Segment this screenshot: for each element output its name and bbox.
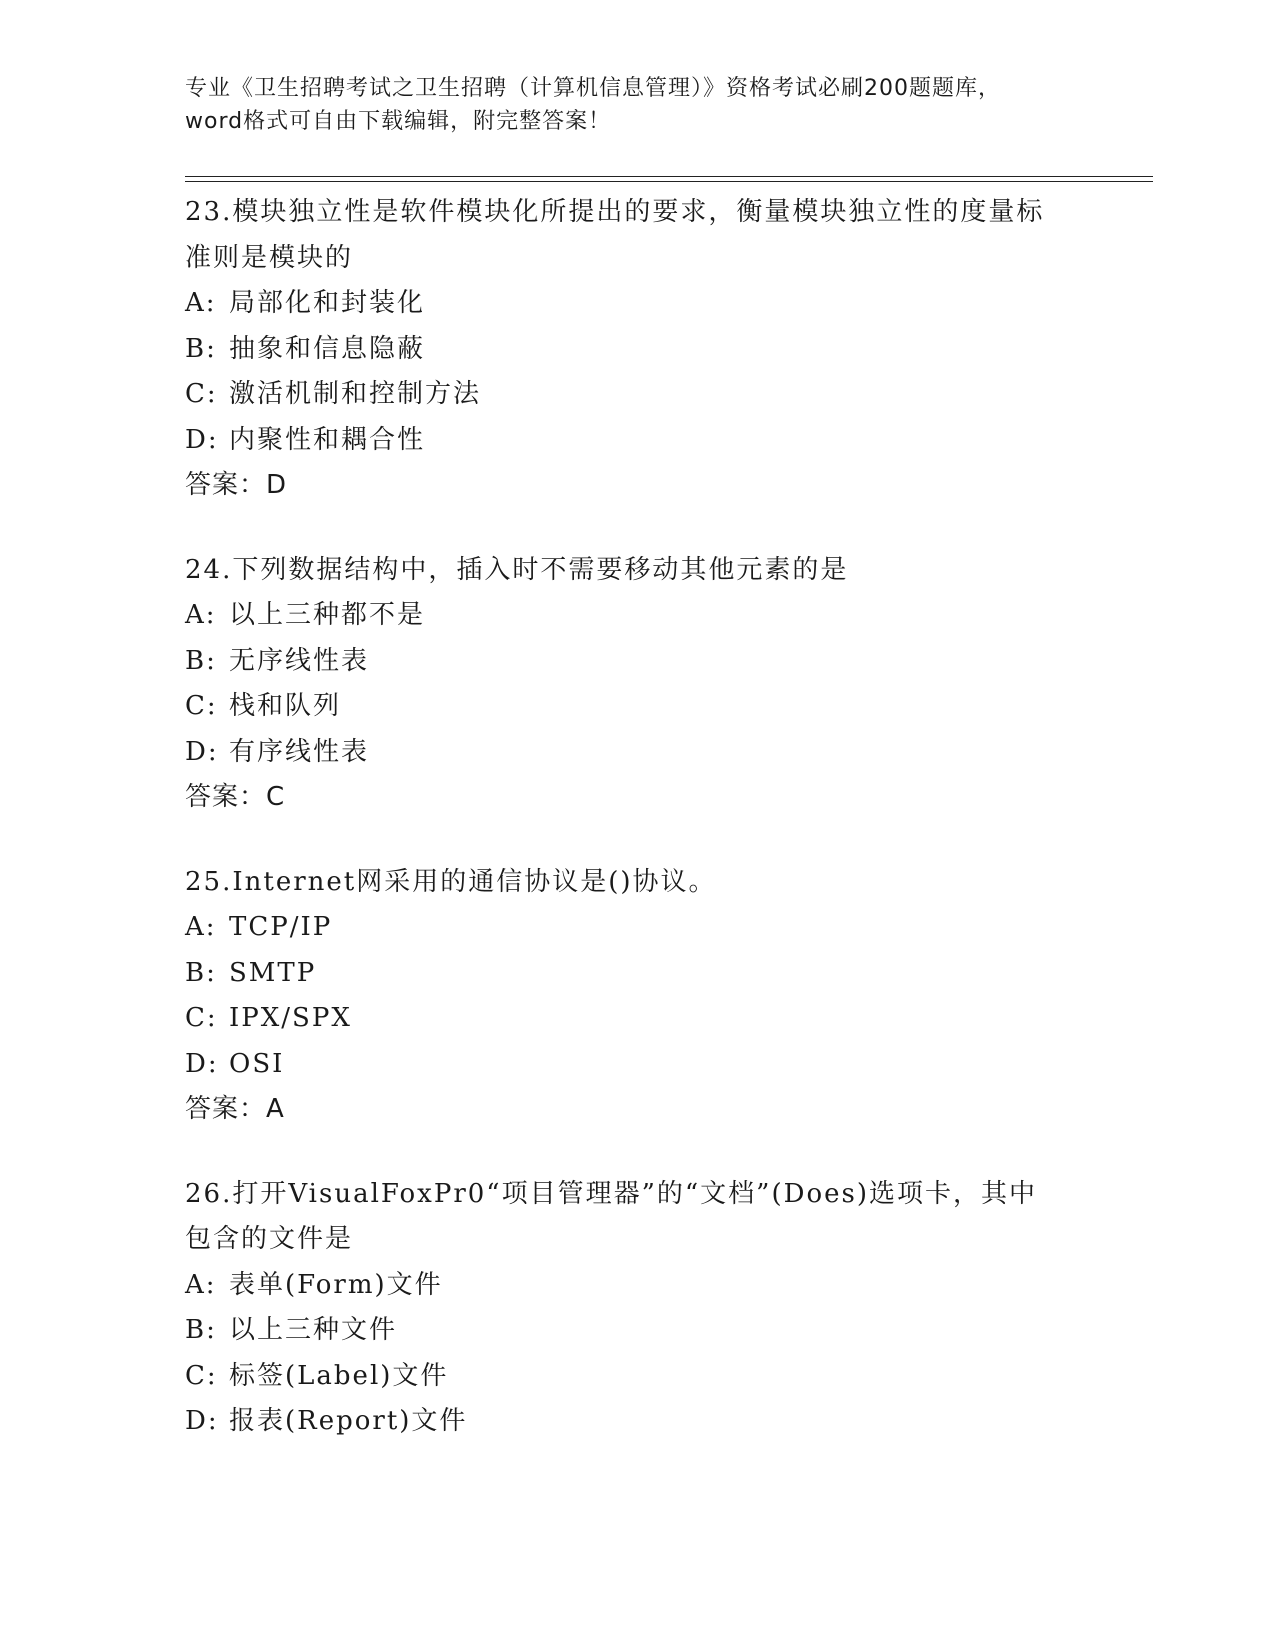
option-text: 有序线性表 xyxy=(229,736,370,767)
option-label: D: xyxy=(185,1406,219,1436)
option-b xyxy=(185,1308,1085,1354)
header-divider-bottom xyxy=(185,181,1153,182)
option-text: 标签(Label)文件 xyxy=(229,1360,449,1391)
option-a xyxy=(185,905,1085,951)
answer-line: 答案：A xyxy=(185,1094,285,1124)
answer-line: 答案：C xyxy=(185,782,286,812)
question-list xyxy=(185,190,1085,1484)
option-text: 局部化和封装化 xyxy=(229,288,426,318)
option-label: A: xyxy=(185,600,217,630)
question-stem-line: 25.Internet网采用的通信协议是()协议。 xyxy=(185,866,717,897)
question-stem-line: 准则是模块的 xyxy=(185,242,354,273)
option-label: A: xyxy=(185,912,217,942)
option-text: TCP/IP xyxy=(229,912,333,942)
option-d xyxy=(185,1399,1085,1445)
option-label: A: xyxy=(185,288,217,318)
option-label: B: xyxy=(185,1315,217,1345)
option-text: SMTP xyxy=(229,957,317,988)
header-line-1: 专业《卫生招聘考试之卫生招聘（计算机信息管理）》资格考试必刷200题题库， xyxy=(185,76,1001,101)
option-text: 激活机制和控制方法 xyxy=(229,379,482,409)
option-c xyxy=(185,684,1085,730)
option-text: OSI xyxy=(229,1048,285,1079)
question-stem-line: 24.下列数据结构中，插入时不需要移动其他元素的是 xyxy=(185,554,849,585)
option-a xyxy=(185,281,1085,327)
question-26 xyxy=(185,1172,1085,1445)
option-label: D: xyxy=(185,1048,219,1079)
option-b xyxy=(185,639,1085,685)
option-text: 报表(Report)文件 xyxy=(229,1406,468,1436)
question-23 xyxy=(185,190,1085,509)
option-text: 栈和队列 xyxy=(229,691,342,721)
option-text: 内聚性和耦合性 xyxy=(229,424,426,455)
option-label: C: xyxy=(185,691,218,721)
option-label: D: xyxy=(185,736,219,767)
question-24 xyxy=(185,548,1085,821)
option-label: B: xyxy=(185,957,217,988)
option-c xyxy=(185,996,1085,1042)
option-a xyxy=(185,593,1085,639)
option-text: IPX/SPX xyxy=(229,1003,352,1033)
option-c xyxy=(185,372,1085,418)
option-label: C: xyxy=(185,1003,218,1033)
document-header xyxy=(185,72,1085,138)
option-label: B: xyxy=(185,333,217,364)
option-b xyxy=(185,951,1085,997)
question-stem-line: 23.模块独立性是软件模块化所提出的要求，衡量模块独立性的度量标 xyxy=(185,197,1045,227)
option-text: 以上三种文件 xyxy=(229,1315,398,1345)
option-d xyxy=(185,730,1085,776)
option-text: 无序线性表 xyxy=(229,645,370,676)
header-line-2: word格式可自由下载编辑，附完整答案！ xyxy=(185,109,612,134)
option-text: 表单(Form)文件 xyxy=(229,1269,443,1300)
option-label: A: xyxy=(185,1269,217,1300)
option-text: 抽象和信息隐蔽 xyxy=(229,333,426,364)
option-label: D: xyxy=(185,424,219,455)
option-d xyxy=(185,418,1085,464)
question-stem-line: 包含的文件是 xyxy=(185,1224,354,1254)
question-stem-line: 26.打开VisualFoxPr0“项目管理器”的“文档”(Does)选项卡，其中 xyxy=(185,1178,1037,1209)
question-25 xyxy=(185,860,1085,1133)
option-label: C: xyxy=(185,379,218,409)
option-b xyxy=(185,327,1085,373)
option-d xyxy=(185,1042,1085,1088)
answer-line: 答案：D xyxy=(185,470,288,500)
option-c xyxy=(185,1354,1085,1400)
option-label: B: xyxy=(185,645,217,676)
option-label: C: xyxy=(185,1360,218,1391)
option-a xyxy=(185,1263,1085,1309)
option-text: 以上三种都不是 xyxy=(229,600,426,630)
header-divider-top xyxy=(185,176,1153,177)
